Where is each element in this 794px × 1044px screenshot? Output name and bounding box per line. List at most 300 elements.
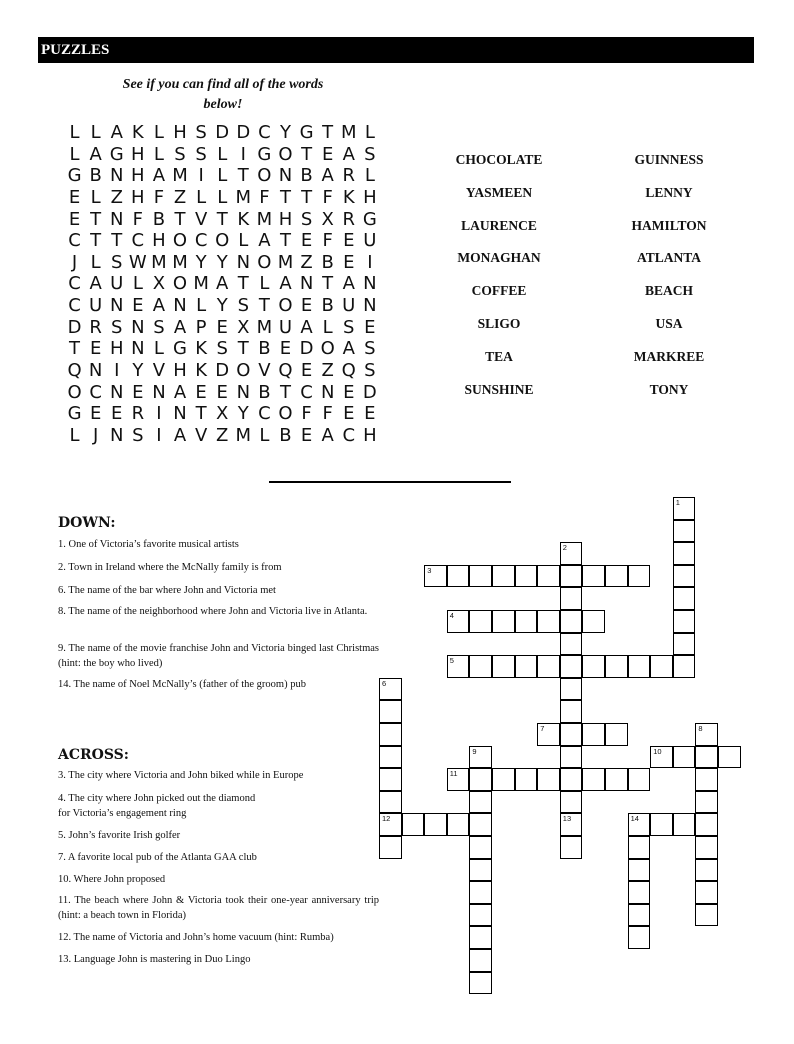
word-search-letter[interactable]: G (173, 338, 187, 360)
word-search-letter[interactable]: L (196, 186, 207, 208)
word-search-letter[interactable]: A (321, 424, 334, 446)
word-search-letter[interactable]: Y (237, 403, 249, 425)
word-search-letter[interactable]: V (194, 424, 208, 446)
crossword-cell[interactable] (537, 723, 560, 746)
word-search-letter[interactable]: N (236, 251, 251, 273)
word-search-letter[interactable]: I (198, 165, 204, 187)
word-search-letter[interactable]: A (279, 273, 292, 295)
crossword-cell[interactable] (695, 904, 718, 927)
word-search-letter[interactable]: S (237, 295, 250, 317)
crossword-cell[interactable] (673, 813, 696, 836)
word-search-letter[interactable]: T (174, 208, 186, 230)
word-search-letter[interactable]: E (111, 403, 123, 425)
word-search-letter[interactable]: T (279, 230, 291, 252)
word-search-letter[interactable]: G (362, 208, 377, 230)
word-search-letter[interactable]: N (110, 208, 124, 230)
word-search-letter[interactable]: Q (67, 360, 82, 382)
word-search-letter[interactable]: M (172, 165, 188, 187)
word-search-letter[interactable]: O (172, 230, 188, 252)
crossword-cell[interactable] (718, 746, 741, 769)
word-search-letter[interactable]: E (364, 403, 376, 425)
word-search-letter[interactable]: L (153, 143, 164, 165)
crossword-cell[interactable] (469, 768, 492, 791)
word-search-letter[interactable]: B (321, 295, 334, 317)
word-search-letter[interactable]: H (278, 208, 293, 230)
word-search-letter[interactable]: L (90, 186, 101, 208)
word-search-letter[interactable]: A (89, 143, 102, 165)
word-search-letter[interactable]: G (257, 143, 272, 165)
word-search-letter[interactable]: F (322, 186, 333, 208)
word-search-letter[interactable]: L (90, 122, 101, 143)
crossword-cell[interactable] (469, 746, 492, 769)
word-search-letter[interactable]: Y (216, 295, 228, 317)
word-search-letter[interactable]: I (156, 403, 162, 425)
word-search-letter[interactable]: C (194, 230, 208, 252)
word-search-letter[interactable]: H (131, 186, 145, 208)
crossword-cell[interactable] (695, 836, 718, 859)
word-search-letter[interactable]: X (216, 403, 229, 425)
crossword-cell[interactable] (673, 746, 696, 769)
word-search-letter[interactable]: F (322, 403, 333, 425)
word-search-letter[interactable]: B (258, 338, 271, 360)
crossword-cell[interactable] (560, 768, 583, 791)
crossword-cell[interactable] (695, 746, 718, 769)
word-search-letter[interactable]: Q (341, 360, 356, 382)
crossword-cell[interactable] (695, 859, 718, 882)
word-search-letter[interactable]: K (195, 360, 208, 382)
crossword-cell[interactable] (469, 813, 492, 836)
word-search-letter[interactable]: M (235, 424, 252, 446)
crossword-cell[interactable] (582, 655, 605, 678)
word-search-letter[interactable]: G (109, 143, 124, 165)
crossword-cell[interactable] (560, 655, 583, 678)
word-search-letter[interactable]: A (300, 316, 313, 338)
crossword-cell[interactable] (469, 881, 492, 904)
word-search-letter[interactable]: R (131, 403, 145, 425)
word-search-letter[interactable]: B (279, 424, 292, 446)
word-search-letter[interactable]: M (256, 316, 273, 338)
word-search-letter[interactable]: H (131, 143, 145, 165)
word-search-letter[interactable]: N (173, 403, 187, 425)
crossword-cell[interactable] (560, 610, 583, 633)
word-search-letter[interactable]: Z (110, 186, 123, 208)
word-search-letter[interactable]: H (363, 186, 377, 208)
word-search-letter[interactable]: C (131, 230, 145, 252)
word-search-letter[interactable]: S (153, 316, 165, 338)
crossword-cell[interactable] (469, 610, 492, 633)
word-search-letter[interactable]: V (258, 360, 271, 382)
word-search-letter[interactable]: T (69, 338, 81, 360)
crossword-cell[interactable] (402, 813, 425, 836)
word-search-letter[interactable]: N (110, 424, 124, 446)
crossword-cell[interactable] (492, 768, 515, 791)
word-search-letter[interactable]: C (68, 273, 81, 295)
crossword-cell[interactable] (560, 813, 583, 836)
crossword-cell[interactable] (379, 700, 402, 723)
word-search-letter[interactable]: O (278, 143, 293, 165)
word-search-letter[interactable]: E (300, 424, 313, 446)
word-search-letter[interactable]: A (216, 273, 229, 295)
word-search-letter[interactable]: L (259, 273, 270, 295)
crossword-cell[interactable] (379, 768, 402, 791)
word-search-letter[interactable]: E (195, 381, 207, 403)
word-search-letter[interactable]: T (322, 122, 334, 143)
crossword-cell[interactable] (628, 926, 651, 949)
crossword-cell[interactable] (515, 768, 538, 791)
word-search-letter[interactable]: S (364, 143, 376, 165)
word-search-letter[interactable]: D (67, 316, 82, 338)
word-search-letter[interactable]: L (238, 230, 249, 252)
crossword-cell[interactable] (673, 587, 696, 610)
word-search-letter[interactable]: W (128, 251, 147, 273)
word-search-letter[interactable]: O (172, 273, 188, 295)
word-search-letter[interactable]: U (363, 230, 377, 252)
crossword-cell[interactable] (469, 972, 492, 995)
word-search-letter[interactable]: L (217, 186, 228, 208)
crossword-cell[interactable] (650, 655, 673, 678)
crossword-cell[interactable] (560, 746, 583, 769)
word-search-letter[interactable]: L (153, 122, 164, 143)
word-search-letter[interactable]: M (277, 251, 294, 273)
crossword-cell[interactable] (379, 813, 402, 836)
word-search-letter[interactable]: N (131, 338, 145, 360)
word-search-letter[interactable]: V (152, 360, 166, 382)
crossword-cell[interactable] (650, 746, 673, 769)
crossword-cell[interactable] (628, 768, 651, 791)
word-search-letter[interactable]: F (322, 230, 333, 252)
word-search-letter[interactable]: L (217, 143, 228, 165)
word-search-letter[interactable]: D (215, 122, 230, 143)
crossword-cell[interactable] (560, 678, 583, 701)
crossword-cell[interactable] (628, 904, 651, 927)
word-search-letter[interactable]: L (69, 122, 80, 143)
word-search-letter[interactable]: P (195, 316, 207, 338)
word-search-letter[interactable]: A (89, 273, 102, 295)
word-search-letter[interactable]: L (90, 251, 101, 273)
word-search-letter[interactable]: F (259, 186, 270, 208)
word-search-letter[interactable]: N (88, 360, 103, 382)
word-search-letter[interactable]: B (321, 251, 334, 273)
crossword-cell[interactable] (560, 542, 583, 565)
word-search-letter[interactable]: B (152, 208, 166, 230)
word-search-letter[interactable]: E (343, 230, 355, 252)
word-search-letter[interactable]: S (216, 338, 228, 360)
crossword-cell[interactable] (673, 633, 696, 656)
word-search-letter[interactable]: E (321, 143, 334, 165)
crossword-cell[interactable] (650, 813, 673, 836)
word-search-letter[interactable]: N (152, 381, 166, 403)
word-search-letter[interactable]: R (342, 208, 356, 230)
crossword-cell[interactable] (673, 542, 696, 565)
word-search-letter[interactable]: L (153, 338, 164, 360)
word-search-letter[interactable]: E (216, 316, 228, 338)
word-search-letter[interactable]: G (299, 122, 314, 143)
word-search-letter[interactable]: H (173, 122, 187, 143)
word-search-letter[interactable]: U (278, 316, 293, 338)
crossword-cell[interactable] (628, 836, 651, 859)
word-search-letter[interactable]: E (216, 381, 228, 403)
word-search-letter[interactable]: M (193, 273, 209, 295)
crossword-cell[interactable] (560, 723, 583, 746)
crossword-cell[interactable] (673, 655, 696, 678)
crossword-cell[interactable] (379, 723, 402, 746)
word-search-letter[interactable]: A (321, 165, 334, 187)
word-search-letter[interactable]: T (111, 230, 123, 252)
crossword-cell[interactable] (582, 723, 605, 746)
word-search-letter[interactable]: Z (216, 424, 229, 446)
word-search-letter[interactable]: M (235, 186, 252, 208)
word-search-letter[interactable]: C (258, 403, 271, 425)
word-search-letter[interactable]: X (321, 208, 334, 230)
word-search-letter[interactable]: H (173, 360, 187, 382)
crossword-cell[interactable] (695, 768, 718, 791)
crossword-cell[interactable] (469, 859, 492, 882)
word-search-letter[interactable]: T (258, 295, 270, 317)
word-search-letter[interactable]: L (364, 165, 375, 187)
word-search-letter[interactable]: L (322, 316, 333, 338)
word-search-letter[interactable]: A (173, 316, 187, 338)
word-search-letter[interactable]: X (152, 273, 166, 295)
word-search-letter[interactable]: A (258, 230, 271, 252)
crossword-cell[interactable] (695, 881, 718, 904)
word-search-letter[interactable]: O (215, 230, 230, 252)
crossword-cell[interactable] (560, 587, 583, 610)
crossword-cell[interactable] (537, 610, 560, 633)
word-search-letter[interactable]: F (153, 186, 165, 208)
crossword-cell[interactable] (582, 768, 605, 791)
crossword-cell[interactable] (673, 610, 696, 633)
crossword-cell[interactable] (628, 881, 651, 904)
word-search-letter[interactable]: O (257, 251, 272, 273)
word-search-letter[interactable]: M (151, 251, 167, 273)
word-search-letter[interactable]: I (367, 251, 373, 273)
word-search-letter[interactable]: Y (132, 360, 144, 382)
crossword-cell[interactable] (424, 565, 447, 588)
word-search-letter[interactable]: A (342, 143, 355, 165)
crossword-cell[interactable] (582, 610, 605, 633)
word-search-letter[interactable]: R (89, 316, 102, 338)
crossword-cell[interactable] (492, 610, 515, 633)
word-search-letter[interactable]: N (173, 295, 187, 317)
word-search-letter[interactable]: A (173, 381, 187, 403)
crossword-cell[interactable] (379, 791, 402, 814)
word-search-letter[interactable]: E (89, 338, 102, 360)
word-search-letter[interactable]: M (256, 208, 273, 230)
crossword-cell[interactable] (673, 520, 696, 543)
word-search-letter[interactable]: E (68, 208, 81, 230)
word-search-letter[interactable]: E (300, 295, 313, 317)
word-search-letter[interactable]: T (237, 165, 249, 187)
word-search-letter[interactable]: E (300, 360, 313, 382)
word-search-letter[interactable]: S (364, 338, 376, 360)
word-search-letter[interactable]: A (152, 165, 166, 187)
word-search-letter[interactable]: S (195, 143, 207, 165)
word-search-letter[interactable]: C (68, 230, 81, 252)
word-search-letter[interactable]: L (259, 424, 270, 446)
word-search-letter[interactable]: N (299, 273, 314, 295)
word-search-letter[interactable]: E (343, 403, 355, 425)
word-search-letter[interactable]: S (111, 316, 123, 338)
word-search-letter[interactable]: T (237, 273, 249, 295)
word-search-letter[interactable]: C (258, 122, 271, 143)
word-search-letter[interactable]: B (89, 165, 102, 187)
crossword-cell[interactable] (447, 655, 470, 678)
crossword-cell[interactable] (424, 813, 447, 836)
word-search-letter[interactable]: A (173, 424, 187, 446)
word-search-letter[interactable]: T (216, 208, 228, 230)
crossword-cell[interactable] (492, 655, 515, 678)
crossword-cell[interactable] (447, 768, 470, 791)
crossword-cell[interactable] (582, 565, 605, 588)
crossword-cell[interactable] (537, 565, 560, 588)
word-search-letter[interactable]: F (132, 208, 143, 230)
word-search-letter[interactable]: N (131, 316, 145, 338)
word-search-letter[interactable]: I (240, 143, 246, 165)
word-search-letter[interactable]: E (279, 338, 292, 360)
word-search-letter[interactable]: H (109, 338, 124, 360)
crossword-cell[interactable] (447, 565, 470, 588)
crossword-cell[interactable] (469, 926, 492, 949)
word-search-letter[interactable]: S (111, 251, 123, 273)
crossword-cell[interactable] (560, 700, 583, 723)
crossword-cell[interactable] (560, 633, 583, 656)
word-search-letter[interactable]: E (68, 186, 81, 208)
word-search-letter[interactable]: U (89, 295, 103, 317)
word-search-letter[interactable]: T (301, 186, 313, 208)
word-search-letter[interactable]: T (195, 403, 207, 425)
word-search-letter[interactable]: L (364, 122, 375, 143)
crossword-cell[interactable] (628, 655, 651, 678)
word-search-letter[interactable]: C (89, 381, 102, 403)
word-search-letter[interactable]: H (152, 230, 166, 252)
word-search-letter[interactable]: N (236, 381, 251, 403)
crossword-cell[interactable] (605, 723, 628, 746)
crossword-cell[interactable] (469, 949, 492, 972)
crossword-cell[interactable] (515, 655, 538, 678)
word-search-letter[interactable]: T (90, 208, 102, 230)
word-search-letter[interactable]: N (278, 165, 293, 187)
word-search-letter[interactable]: S (300, 208, 313, 230)
word-search-letter[interactable]: C (342, 424, 356, 446)
word-search-letter[interactable]: O (320, 338, 335, 360)
word-search-letter[interactable]: R (342, 165, 356, 187)
word-search-letter[interactable]: C (300, 381, 313, 403)
word-search-letter[interactable]: D (299, 338, 314, 360)
crossword-cell[interactable] (673, 497, 696, 520)
word-search-letter[interactable]: K (342, 186, 355, 208)
word-search-letter[interactable]: O (278, 295, 293, 317)
word-search-letter[interactable]: B (300, 165, 313, 187)
word-search-letter[interactable]: I (156, 424, 162, 446)
crossword-cell[interactable] (469, 904, 492, 927)
crossword-cell[interactable] (447, 813, 470, 836)
crossword-cell[interactable] (379, 746, 402, 769)
crossword-cell[interactable] (605, 768, 628, 791)
word-search-letter[interactable]: E (343, 251, 355, 273)
crossword-cell[interactable] (560, 836, 583, 859)
word-search-letter[interactable]: E (364, 316, 376, 338)
crossword-cell[interactable] (515, 565, 538, 588)
word-search-letter[interactable]: L (69, 143, 80, 165)
word-search-letter[interactable]: H (131, 165, 145, 187)
word-search-letter[interactable]: S (343, 316, 355, 338)
word-search-letter[interactable]: S (132, 424, 144, 446)
crossword-cell[interactable] (695, 723, 718, 746)
word-search-letter[interactable]: O (236, 360, 251, 382)
word-search-letter[interactable]: U (110, 273, 124, 295)
word-search-letter[interactable]: G (67, 403, 82, 425)
crossword-cell[interactable] (560, 565, 583, 588)
crossword-cell[interactable] (492, 565, 515, 588)
word-search-letter[interactable]: T (90, 230, 102, 252)
word-search-letter[interactable]: Z (173, 186, 187, 208)
word-search-letter[interactable]: E (89, 403, 102, 425)
word-search-letter[interactable]: J (71, 251, 78, 273)
word-search-letter[interactable]: Q (278, 360, 293, 382)
word-search-letter[interactable]: D (362, 381, 377, 403)
crossword-cell[interactable] (379, 678, 402, 701)
word-search-letter[interactable]: M (341, 122, 357, 143)
crossword-cell[interactable] (560, 791, 583, 814)
word-search-letter[interactable]: J (92, 424, 99, 446)
crossword-cell[interactable] (447, 610, 470, 633)
word-search-letter[interactable]: U (342, 295, 356, 317)
word-search-letter[interactable]: N (110, 381, 124, 403)
crossword-cell[interactable] (515, 610, 538, 633)
word-search-letter[interactable]: A (110, 122, 123, 143)
word-search-letter[interactable]: Z (321, 360, 334, 382)
word-search-letter[interactable]: A (152, 295, 166, 317)
word-search-letter[interactable]: V (194, 208, 208, 230)
word-search-letter[interactable]: N (363, 273, 377, 295)
word-search-letter[interactable]: T (279, 186, 291, 208)
word-search-letter[interactable]: Y (279, 122, 291, 143)
word-search-letter[interactable]: C (68, 295, 81, 317)
word-search-letter[interactable]: O (278, 403, 293, 425)
word-search-letter[interactable]: M (172, 251, 188, 273)
word-search-letter[interactable]: Y (195, 251, 207, 273)
crossword-cell[interactable] (379, 836, 402, 859)
word-search-letter[interactable]: S (195, 122, 207, 143)
crossword-cell[interactable] (469, 565, 492, 588)
word-search-letter[interactable]: O (257, 165, 272, 187)
word-search-letter[interactable]: A (342, 338, 355, 360)
word-search-letter[interactable]: K (131, 122, 144, 143)
word-search-letter[interactable]: F (301, 403, 312, 425)
word-search-letter[interactable]: L (132, 273, 143, 295)
word-search-letter[interactable]: S (364, 360, 376, 382)
crossword-cell[interactable] (537, 768, 560, 791)
word-search-letter[interactable]: A (342, 273, 355, 295)
word-search-letter[interactable]: T (322, 273, 334, 295)
word-search-letter[interactable]: T (279, 381, 291, 403)
crossword-cell[interactable] (469, 836, 492, 859)
crossword-cell[interactable] (628, 859, 651, 882)
word-search-letter[interactable]: K (237, 208, 250, 230)
word-search-letter[interactable]: Y (216, 251, 228, 273)
word-search-letter[interactable]: E (300, 230, 313, 252)
word-search-letter[interactable]: K (195, 338, 208, 360)
word-search-letter[interactable]: I (114, 360, 120, 382)
crossword-cell[interactable] (673, 565, 696, 588)
crossword-cell[interactable] (605, 565, 628, 588)
word-search-letter[interactable]: S (174, 143, 186, 165)
word-search-letter[interactable]: B (258, 381, 271, 403)
crossword-cell[interactable] (628, 813, 651, 836)
word-search-letter[interactable]: N (363, 295, 377, 317)
word-search-letter[interactable]: N (110, 165, 124, 187)
word-search-letter[interactable]: H (363, 424, 377, 446)
